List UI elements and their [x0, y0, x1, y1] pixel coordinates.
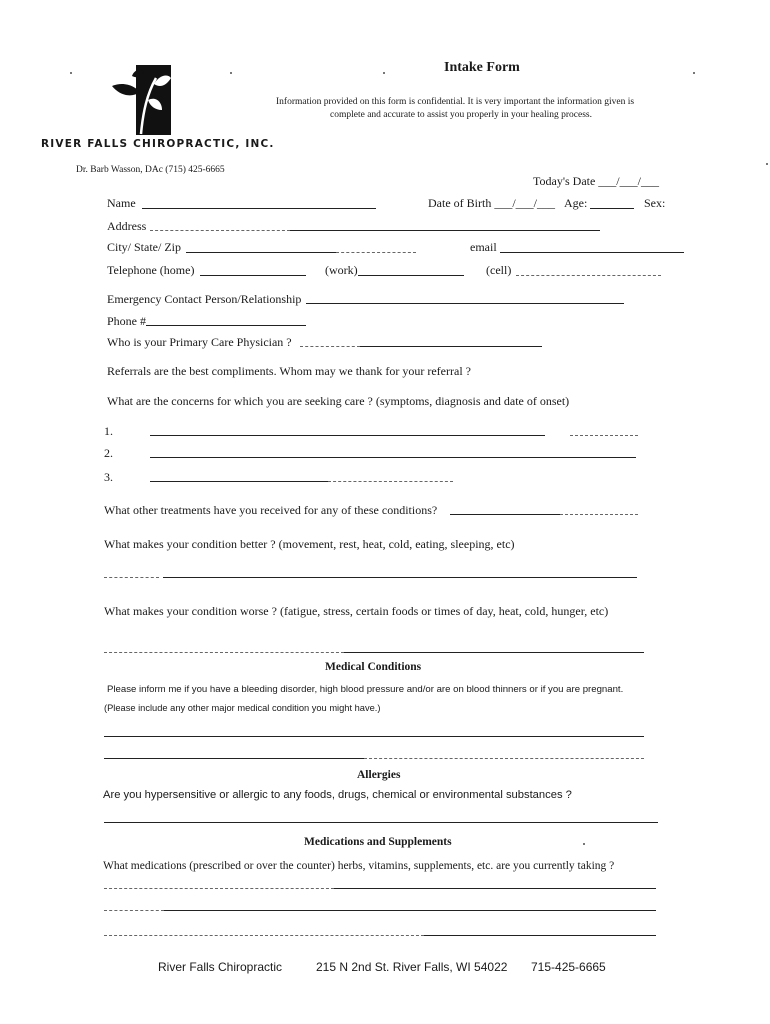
medical-input-line-1[interactable] — [104, 736, 644, 737]
concern-2-input-line[interactable] — [150, 457, 636, 458]
worse-input-line-a[interactable] — [104, 652, 344, 653]
medical-input-line-2b[interactable] — [364, 758, 644, 759]
better-input-line[interactable] — [163, 577, 637, 578]
city-input-line-b[interactable] — [336, 252, 416, 253]
medical-conditions-text: Please inform me if you have a bleeding disorder, high blood pressure and/or are on blood thinners or if you are pregnant. — [107, 684, 624, 695]
scan-speck — [693, 72, 695, 74]
emergency-label: Emergency Contact Person/Relationship — [107, 292, 302, 306]
allergies-question: Are you hypersensitive or allergic to any foods, drugs, chemical or environmental substances ? — [103, 789, 572, 801]
concerns-question: What are the concerns for which you are seeking care ? (symptoms, diagnosis and date of onset) — [107, 394, 570, 408]
scan-speck — [583, 843, 585, 845]
name-label: Name — [107, 196, 136, 210]
telephone-home-label: Telephone (home) — [107, 263, 195, 277]
address-label: Address — [107, 219, 147, 233]
todays-date-field[interactable]: Today's Date ___/___/___ — [533, 174, 659, 188]
referrals-question: Referrals are the best compliments. Whom may we thank for your referral ? — [107, 364, 471, 378]
scan-speck — [230, 72, 232, 74]
better-question: What makes your condition better ? (movement, rest, heat, cold, eating, sleeping, etc) — [104, 537, 515, 551]
scan-speck — [383, 72, 385, 74]
telephone-home-input-line[interactable] — [200, 275, 306, 276]
concern-number-2: 2. — [104, 446, 113, 460]
work-label: (work) — [325, 263, 358, 277]
concern-3-input-line[interactable] — [150, 481, 328, 482]
age-input-line[interactable] — [590, 208, 634, 209]
physician-input-line-a[interactable] — [300, 346, 360, 347]
medications-question: What medications (prescribed or over the counter) herbs, vitamins, supplements, etc. are you currently taking ? — [103, 860, 615, 872]
footer-name: River Falls Chiropractic — [158, 960, 283, 974]
concern-number-1: 1. — [104, 424, 113, 438]
physician-input-line[interactable] — [360, 346, 542, 347]
medical-input-line-2[interactable] — [104, 758, 364, 759]
concern-number-3: 3. — [104, 470, 113, 484]
name-input-line[interactable] — [142, 208, 376, 209]
address-input-line-a[interactable] — [150, 230, 290, 231]
phone-input-line[interactable] — [146, 325, 306, 326]
medications-heading: Medications and Supplements — [304, 836, 452, 848]
dob-field[interactable]: Date of Birth ___/___/___ — [428, 196, 555, 210]
company-name: RIVER FALLS CHIROPRACTIC, INC. — [41, 138, 275, 150]
footer-address: 215 N 2nd St. River Falls, WI 54022 — [316, 960, 508, 974]
medications-input-line-1[interactable] — [334, 888, 656, 889]
sex-label: Sex: — [644, 196, 666, 210]
emergency-input-line[interactable] — [306, 303, 624, 304]
medical-conditions-heading: Medical Conditions — [325, 661, 422, 673]
confidential-text-2: complete and accurate to assist you properly in your healing process. — [330, 110, 592, 120]
city-input-line[interactable] — [186, 252, 336, 253]
address-input-line[interactable] — [290, 230, 600, 231]
scan-speck — [766, 163, 768, 165]
confidential-text-1: Information provided on this form is confidential. It is very important the information given is — [276, 97, 635, 107]
medications-input-line-2[interactable] — [164, 910, 656, 911]
concern-1-input-line-b[interactable] — [570, 435, 638, 436]
leaf-logo-icon — [110, 62, 174, 136]
cell-input-line[interactable] — [516, 275, 661, 276]
cell-label: (cell) — [486, 263, 512, 277]
medications-input-line-2a[interactable] — [104, 910, 164, 911]
age-label: Age: — [564, 196, 588, 210]
other-treatments-question: What other treatments have you received for any of these conditions? — [104, 503, 438, 517]
allergies-heading: Allergies — [357, 769, 401, 781]
email-label: email — [470, 240, 497, 254]
physician-label: Who is your Primary Care Physician ? — [107, 335, 292, 349]
email-input-line[interactable] — [500, 252, 684, 253]
medications-input-line-3[interactable] — [424, 935, 656, 936]
better-input-line-a[interactable] — [104, 577, 159, 578]
medications-input-line-1a[interactable] — [104, 888, 334, 889]
footer-phone: 715-425-6665 — [531, 960, 606, 974]
worse-input-line[interactable] — [344, 652, 644, 653]
scan-speck — [70, 72, 72, 74]
other-treatments-input-line[interactable] — [450, 514, 560, 515]
phone-label: Phone # — [107, 314, 146, 328]
medical-conditions-subtext: (Please include any other major medical condition you might have.) — [104, 703, 381, 713]
work-input-line[interactable] — [358, 275, 464, 276]
other-treatments-input-line-b[interactable] — [560, 514, 638, 515]
medications-input-line-3a[interactable] — [104, 935, 424, 936]
doctor-line: Dr. Barb Wasson, DAc (715) 425-6665 — [76, 165, 225, 175]
concern-1-input-line[interactable] — [150, 435, 545, 436]
concern-3-input-line-b[interactable] — [328, 481, 453, 482]
city-label: City/ State/ Zip — [107, 240, 181, 254]
allergies-input-line[interactable] — [104, 822, 658, 823]
form-title: Intake Form — [444, 60, 520, 75]
worse-question: What makes your condition worse ? (fatigue, stress, certain foods or times of day, heat, cold, hunger, etc) — [104, 604, 609, 618]
